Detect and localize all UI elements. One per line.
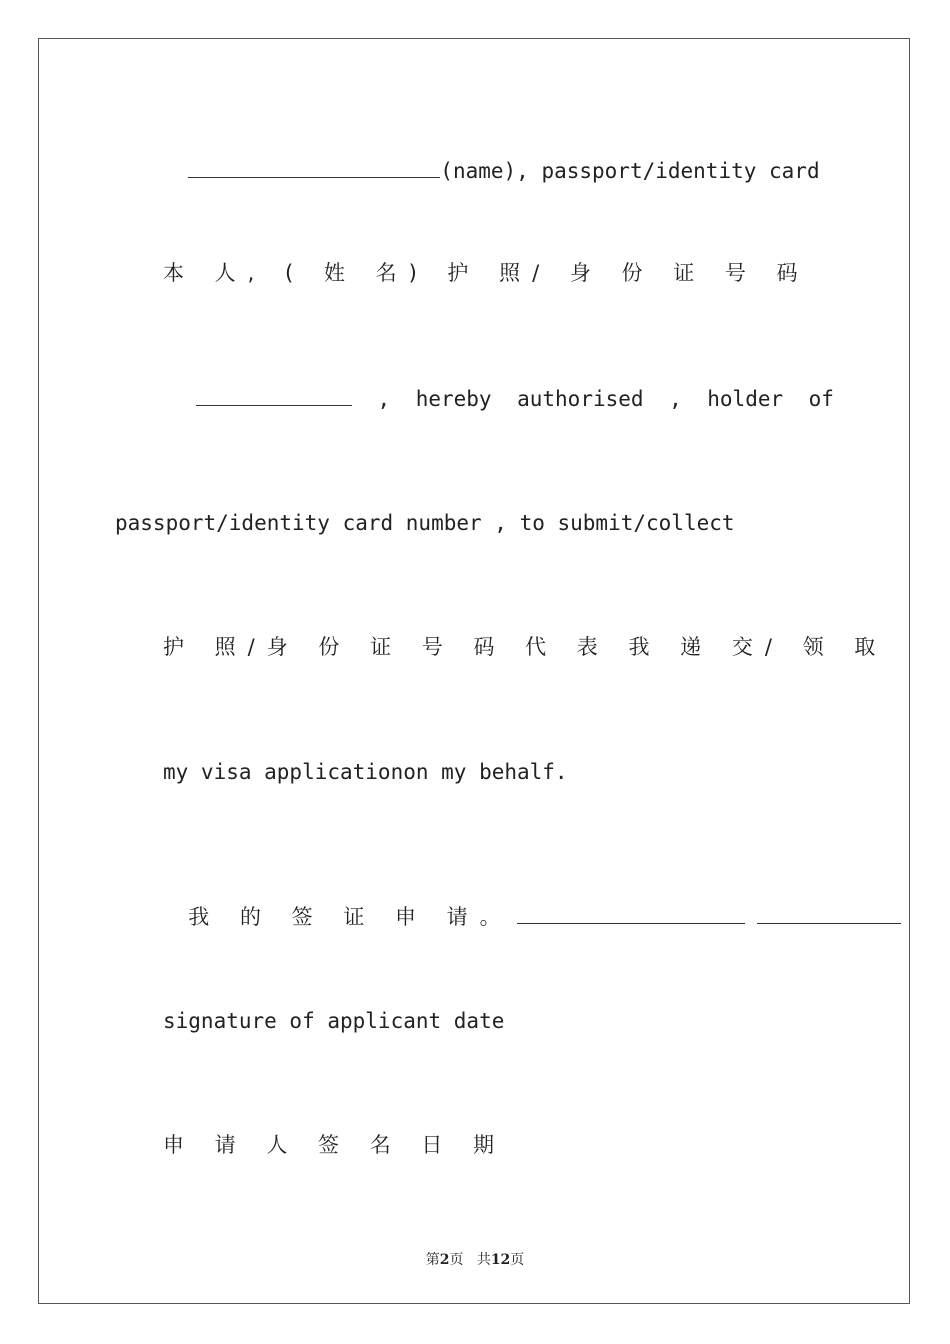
footer-page-suffix: 页: [449, 1252, 464, 1268]
holder-name-blank[interactable]: [196, 404, 352, 406]
authorisation-word: ,: [669, 387, 682, 411]
authorisation-word: hereby: [415, 387, 492, 411]
footer-prefix: 第: [425, 1252, 440, 1268]
name-line: [163, 140, 820, 182]
name-blank[interactable]: [188, 176, 440, 178]
authorisation-word: authorised: [517, 387, 644, 411]
authorisation-line: [196, 389, 834, 410]
page-border: [38, 38, 910, 1304]
footer-total-prefix: 共: [476, 1252, 491, 1268]
name-line-text: (name), passport/identity card: [440, 159, 820, 183]
authorisation-word: of: [808, 387, 834, 411]
page-footer: [0, 1249, 950, 1269]
visa-application-line: my visa applicationon my behalf.: [163, 760, 568, 784]
signature-label: signature of applicant date: [163, 1009, 505, 1033]
footer-total-suffix: 页: [510, 1252, 525, 1268]
authorisation-word: ,: [377, 387, 391, 411]
date-blank[interactable]: [757, 922, 901, 924]
visa-application-line-chinese: [163, 886, 901, 928]
page-number: 2: [439, 1252, 450, 1268]
passport-number-line: passport/identity card number , to submit/collect: [115, 511, 735, 535]
visa-application-text-chinese: 我 的 签 证 申 请。: [188, 905, 513, 929]
signature-blank[interactable]: [517, 922, 745, 924]
name-line-chinese: 本 人, ( 姓 名) 护 照/ 身 份 证 号 码: [163, 261, 810, 285]
passport-number-line-chinese: 护 照/身 份 证 号 码 代 表 我 递 交/ 领 取: [163, 635, 888, 659]
signature-label-chinese: 申 请 人 签 名 日 期: [163, 1133, 507, 1157]
authorisation-word: holder: [707, 387, 784, 411]
total-pages: 12: [490, 1252, 511, 1268]
